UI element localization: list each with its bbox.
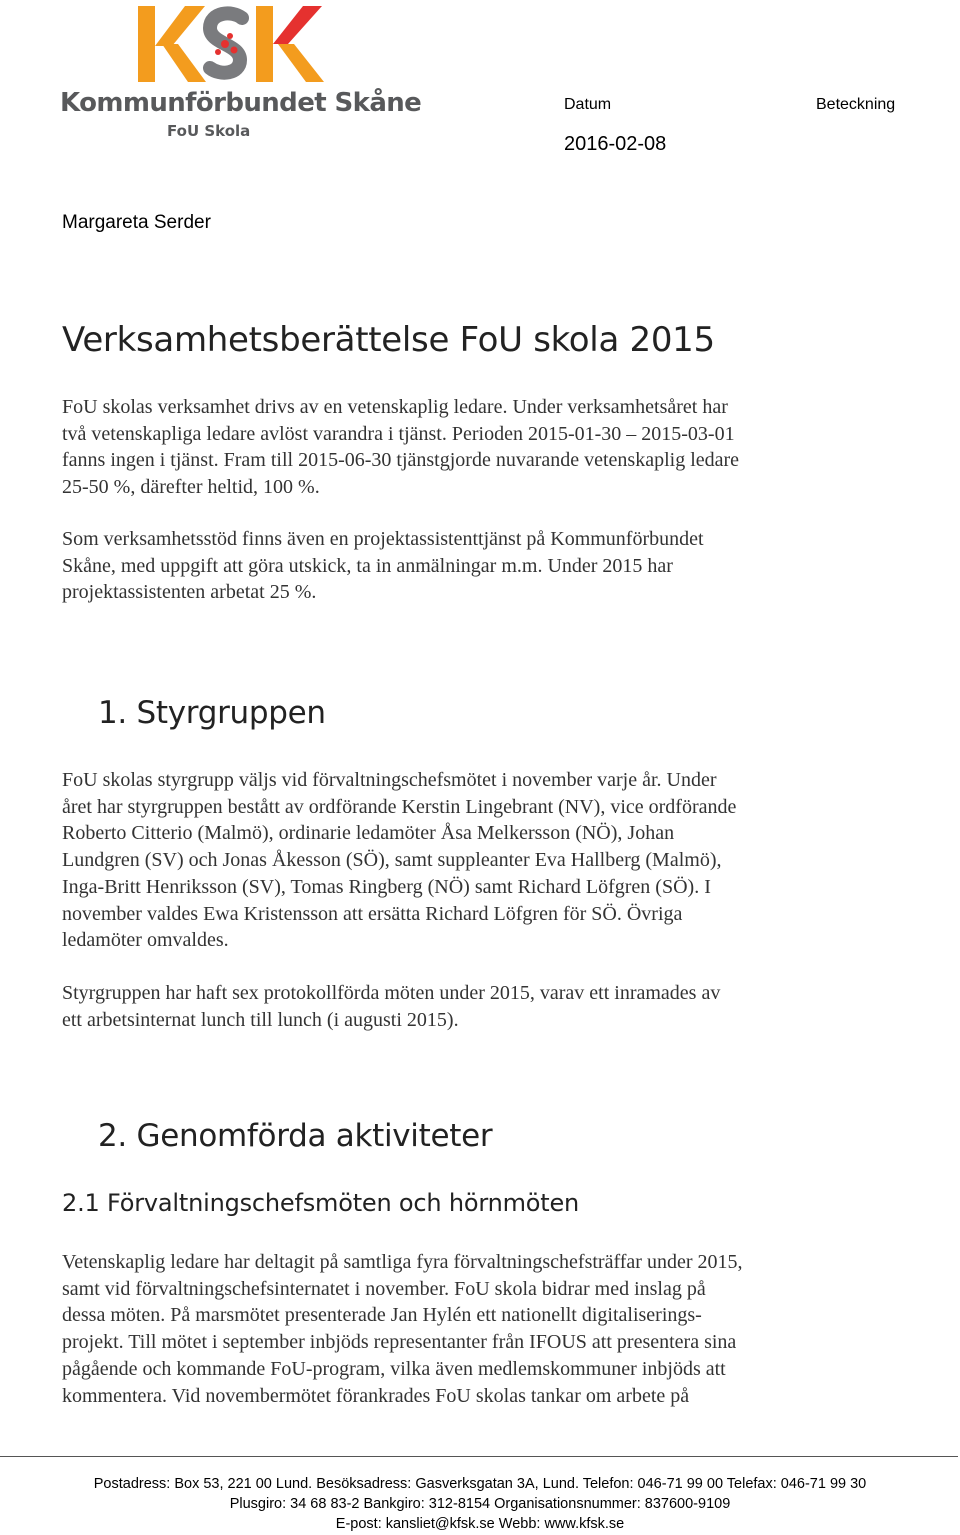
text-line: november valdes Ewa Kristensson att ersätta Richard Löfgren för SÖ. Övriga — [62, 902, 683, 925]
styrgruppen-paragraph-1 — [62, 767, 862, 954]
text-line: dessa möten. På marsmötet presenterade Jan Hylén ett nationellt digitaliserings- — [62, 1304, 702, 1327]
logo-letter-k-right — [256, 6, 324, 82]
footer-divider — [0, 1456, 958, 1457]
footer-address: Postadress: Box 53, 221 00 Lund. Besöksadress: Gasverksgatan 3A, Lund. Telefon: 046-71 99 00 Telefax: 046-71 99 30 — [93, 1476, 867, 1492]
text-line: projekt. Till mötet i september inbjöds representanter från IFOUS att presentera sina — [62, 1331, 737, 1354]
datum-label: Datum — [564, 96, 612, 113]
text-line: året har styrgruppen bestått av ordförande Kerstin Lingebrant (NV), vice ordförande — [62, 795, 737, 818]
text-line: FoU skolas styrgrupp väljs vid förvaltningschefsmötet i november varje år. Under — [62, 769, 717, 791]
text-line: projektassistenten arbetat 25 %. — [62, 581, 317, 604]
logo-subtitle: FoU Skola — [167, 122, 251, 140]
text-line: samt vid förvaltningschefsinternatet i november. FoU skola bidrar med inslag på — [62, 1277, 706, 1300]
logo-letter-s — [210, 13, 242, 72]
support-paragraph — [62, 526, 862, 606]
text-line: kommentera. Vid novembermötet förankrades FoU skolas tankar om arbete på — [62, 1384, 690, 1407]
section-heading-styrgruppen: 1. Styrgruppen — [98, 695, 326, 731]
logo-name: Kommunförbundet Skåne — [60, 88, 422, 118]
beteckning-label: Beteckning — [816, 96, 896, 113]
text-line: Vetenskaplig ledare har deltagit på samtliga fyra förvaltningschefsträffar under 2015, — [62, 1251, 743, 1273]
subsection-heading-forvaltningschefsmoten: 2.1 Förvaltningschefsmöten och hörnmöten — [62, 1189, 580, 1217]
text-line: ett arbetsinternat lunch till lunch (i augusti 2015). — [62, 1008, 459, 1031]
text-line: två vetenskapliga ledare avlöst varandra i tjänst. Perioden 2015-01-30 – 2015-03-01 — [62, 422, 735, 445]
text-line: 25-50 %, därefter heltid, 100 %. — [62, 476, 320, 499]
footer-payment-info: Plusgiro: 34 68 83-2 Bankgiro: 312-8154 Organisationsnummer: 837600-9109 — [229, 1496, 731, 1512]
document-date: 2016-02-08 — [564, 133, 667, 155]
styrgruppen-paragraph-2 — [62, 980, 862, 1033]
footer-contact: E-post: kansliet@kfsk.se Webb: www.kfsk.se — [335, 1516, 625, 1532]
text-line: ledamöter omvaldes. — [62, 929, 229, 952]
text-line: fanns ingen i tjänst. Fram till 2015-06-30 tjänstgjorde nuvarande vetenskaplig ledare — [62, 449, 740, 472]
text-line: Roberto Citterio (Malmö), ordinarie ledamöter Åsa Melkersson (NÖ), Johan — [62, 822, 675, 845]
text-line: Lundgren (SV) och Jonas Åkesson (SÖ), samt suppleanter Eva Hallberg (Malmö), — [62, 849, 722, 872]
text-line: Styrgruppen har haft sex protokollförda möten under 2015, varav ett inramades av — [62, 982, 721, 1004]
section-heading-aktiviteter: 2. Genomförda aktiviteter — [98, 1118, 493, 1154]
page-title: Verksamhetsberättelse FoU skola 2015 — [62, 320, 715, 360]
author-name: Margareta Serder — [62, 212, 211, 233]
text-line: FoU skolas verksamhet drivs av en vetenskaplig ledare. Under verksamhetsåret har — [62, 396, 728, 418]
intro-paragraph — [62, 394, 862, 501]
text-line: Inga-Britt Henriksson (SV), Tomas Ringberg (NÖ) samt Richard Löfgren (SÖ). I — [62, 875, 711, 898]
logo-letter-k-left — [138, 6, 206, 82]
text-line: Som verksamhetsstöd finns även en projektassistenttjänst på Kommunförbundet — [62, 528, 704, 550]
forvaltningschefsmoten-paragraph — [62, 1249, 862, 1409]
text-line: pågående och kommande FoU-program, vilka även medlemskommuner inbjöds att — [62, 1357, 726, 1380]
text-line: Skåne, med uppgift att göra utskick, ta in anmälningar m.m. Under 2015 har — [62, 554, 673, 577]
